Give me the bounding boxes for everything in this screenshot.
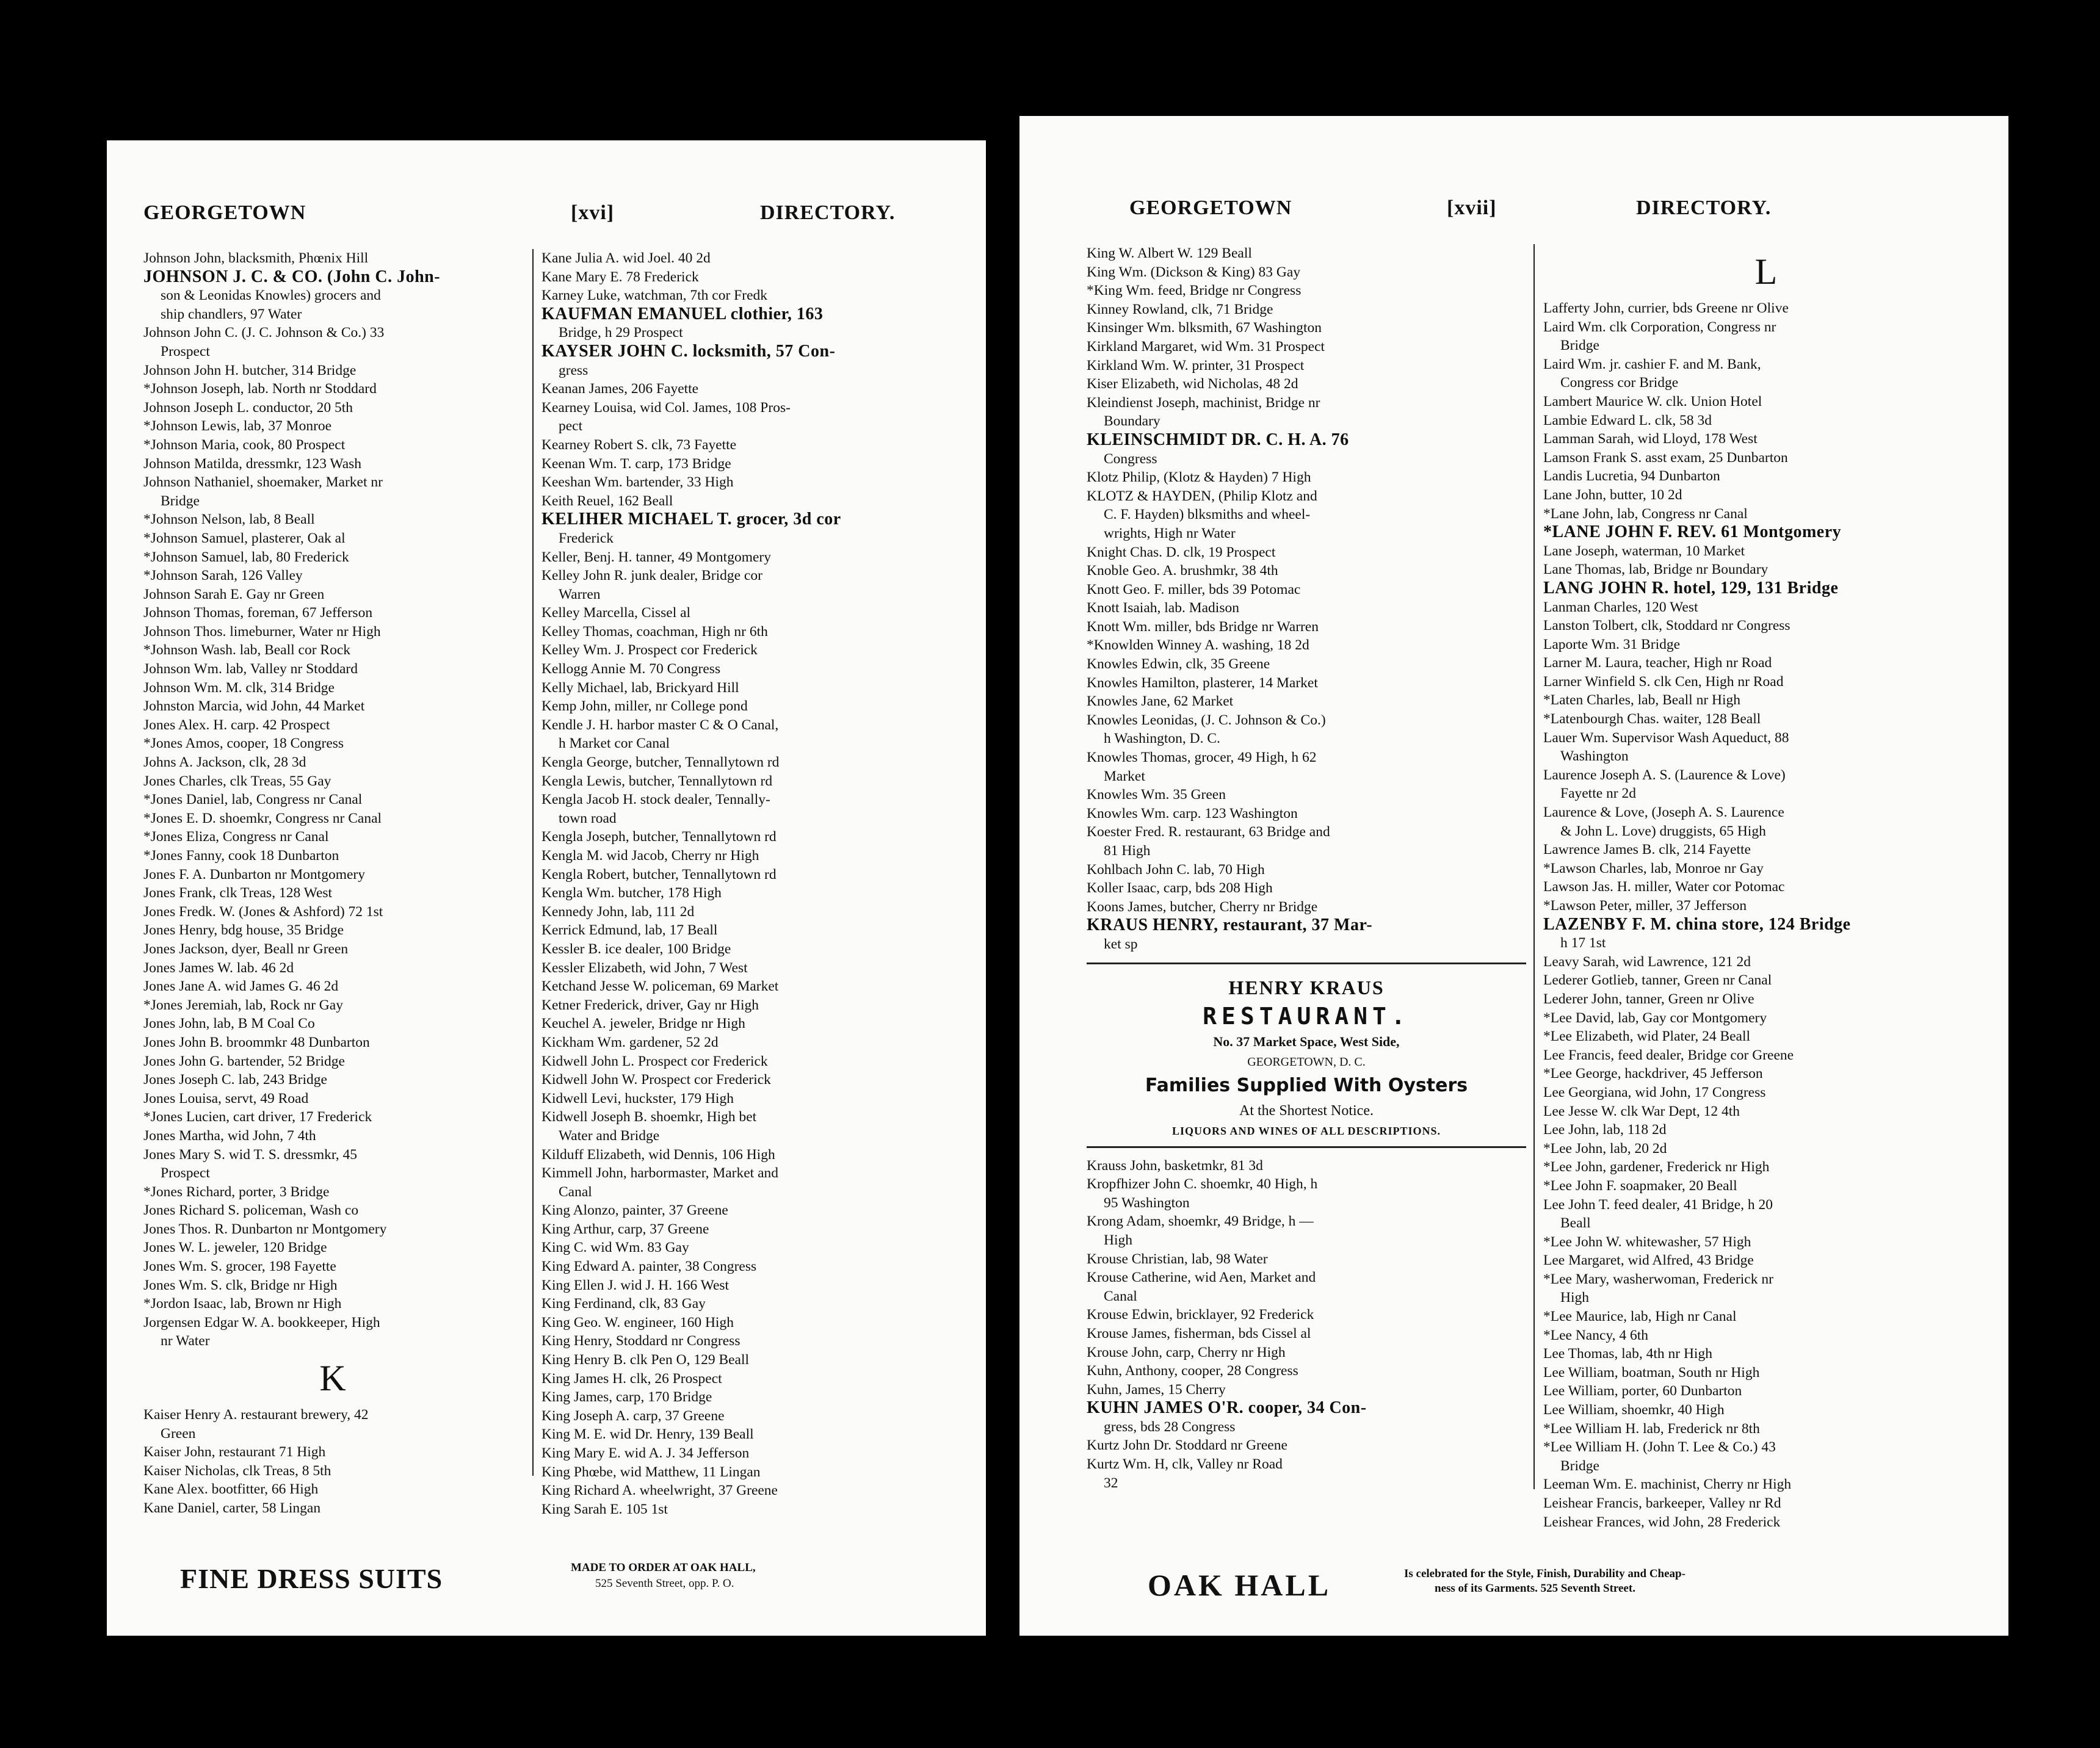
directory-line: h Washington, D. C.: [1104, 731, 1220, 747]
directory-line: Lamman Sarah, wid Lloyd, 178 West: [1543, 431, 1758, 447]
directory-line: Lederer John, tanner, Green nr Olive: [1543, 991, 1754, 1007]
directory-line: ket sp: [1104, 936, 1138, 952]
directory-line: 81 High: [1104, 843, 1151, 859]
directory-line: King Edward A. painter, 38 Congress: [541, 1259, 757, 1275]
directory-line: Laurence & Love, (Joseph A. S. Laurence: [1543, 804, 1784, 821]
directory-line: Kaiser John, restaurant 71 High: [143, 1444, 326, 1461]
left-column-1: [143, 249, 522, 1518]
directory-line: Keanan James, 206 Fayette: [541, 381, 699, 397]
directory-line: Kelley Wm. J. Prospect cor Frederick: [541, 642, 758, 659]
directory-line: Kilduff Elizabeth, wid Dennis, 106 High: [541, 1146, 775, 1163]
directory-line: Krong Adam, shoemkr, 49 Bridge, h —: [1087, 1213, 1314, 1230]
directory-line: Lee Georgiana, wid John, 17 Congress: [1543, 1084, 1766, 1100]
directory-line: King Arthur, carp, 37 Greene: [541, 1221, 709, 1237]
directory-line: Johnston Marcia, wid John, 44 Market: [143, 698, 365, 715]
directory-line: King Ellen J. wid J. H. 166 West: [541, 1277, 730, 1293]
directory-line: *Laten Charles, lab, Beall nr High: [1543, 692, 1741, 709]
directory-line: Kidwell John L. Prospect cor Frederick: [541, 1053, 768, 1069]
directory-line: King Joseph A. carp, 37 Greene: [541, 1407, 725, 1424]
directory-line: Kirkland Wm. W. printer, 31 Prospect: [1087, 357, 1305, 374]
footer-ad-line-1: Is celebrated for the Style, Finish, Durability and Cheap-: [1404, 1567, 1685, 1580]
directory-line: Jones Wm. S. grocer, 198 Fayette: [143, 1259, 336, 1275]
directory-line: Bridge, h 29 Prospect: [559, 325, 683, 341]
left-page-header: [107, 201, 986, 238]
directory-line: Jones Charles, clk Treas, 55 Gay: [143, 773, 331, 789]
section-letter: L: [1754, 251, 1778, 292]
directory-line: Lee William, shoemkr, 40 High: [1543, 1402, 1725, 1418]
directory-line: High: [1560, 1290, 1589, 1306]
directory-line: *Johnson Lewis, lab, 37 Monroe: [143, 418, 332, 435]
directory-line: pect: [559, 418, 583, 435]
directory-line: King Ferdinand, clk, 83 Gay: [541, 1296, 706, 1312]
directory-line: Leishear Frances, wid John, 28 Frederick: [1543, 1514, 1781, 1530]
directory-line: Lee William, boatman, South nr High: [1543, 1364, 1760, 1381]
section-letter: K: [319, 1358, 346, 1399]
directory-line: wrights, High nr Water: [1104, 525, 1236, 541]
directory-line: Kessler Elizabeth, wid John, 7 West: [541, 959, 748, 976]
directory-line: Laporte Wm. 31 Bridge: [1543, 636, 1681, 652]
directory-line: Kengla Robert, butcher, Tennallytown rd: [541, 866, 777, 883]
directory-line: *Jones Richard, porter, 3 Bridge: [143, 1183, 330, 1200]
directory-line: Johnson Sarah E. Gay nr Green: [143, 586, 325, 602]
directory-line: Kinney Rowland, clk, 71 Bridge: [1087, 301, 1273, 317]
directory-line: *Jones Daniel, lab, Congress nr Canal: [143, 792, 363, 808]
directory-line: Market: [1104, 768, 1145, 784]
directory-line: *Lawson Charles, lab, Monroe nr Gay: [1543, 860, 1764, 876]
directory-line: Koller Isaac, carp, bds 208 High: [1087, 880, 1273, 897]
directory-line: Jones Jackson, dyer, Beall nr Green: [143, 941, 349, 957]
directory-line: *Lee Nancy, 4 6th: [1543, 1327, 1649, 1343]
directory-line: Jones Frank, clk Treas, 128 West: [143, 885, 333, 901]
directory-line: *Lee William H. lab, Frederick nr 8th: [1543, 1420, 1760, 1437]
footer-ad-headline: OAK HALL: [1148, 1568, 1331, 1602]
directory-line: Kengla George, butcher, Tennallytown rd: [541, 754, 780, 771]
directory-line: Kessler B. ice dealer, 100 Bridge: [541, 941, 731, 957]
directory-line: Larner Winfield S. clk Cen, High nr Road: [1543, 673, 1784, 690]
directory-line: Jones Wm. S. clk, Bridge nr High: [143, 1277, 338, 1293]
directory-line: Jones Joseph C. lab, 243 Bridge: [143, 1072, 327, 1088]
directory-line: *Lee John, gardener, Frederick nr High: [1543, 1159, 1770, 1176]
directory-line: *Johnson Maria, cook, 80 Prospect: [143, 436, 346, 453]
directory-line: Kearney Robert S. clk, 73 Fayette: [541, 436, 737, 453]
directory-line: Beall: [1560, 1215, 1591, 1232]
header-city: GEORGETOWN: [143, 201, 306, 224]
ad-title: RESTAURANT.: [1203, 1002, 1410, 1030]
directory-line: Knowles Wm. carp. 123 Washington: [1087, 805, 1298, 822]
header-city: GEORGETOWN: [1129, 197, 1292, 219]
directory-line: Koester Fred. R. restaurant, 63 Bridge and: [1087, 824, 1330, 840]
directory-line: Krauss John, basketmkr, 81 3d: [1087, 1157, 1263, 1174]
directory-line: *Lawson Peter, miller, 37 Jefferson: [1543, 898, 1747, 914]
column-divider: [532, 249, 534, 1476]
ad-name: HENRY KRAUS: [1228, 976, 1385, 999]
directory-line: LAZENBY F. M. china store, 124 Bridge: [1543, 915, 1851, 934]
directory-line: Keuchel A. jeweler, Bridge nr High: [541, 1016, 745, 1032]
directory-line: Kengla M. wid Jacob, Cherry nr High: [541, 848, 759, 864]
directory-line: *Johnson Joseph, lab. North nr Stoddard: [143, 381, 377, 397]
directory-line: Jones Louisa, servt, 49 Road: [143, 1090, 309, 1107]
directory-line: town road: [559, 810, 617, 826]
directory-line: King Henry B. clk Pen O, 129 Beall: [541, 1352, 750, 1368]
directory-line: Kleindienst Joseph, machinist, Bridge nr: [1087, 394, 1320, 411]
directory-line: Jones W. L. jeweler, 120 Bridge: [143, 1240, 327, 1256]
directory-line: Congress: [1104, 450, 1157, 467]
directory-line: h Market cor Canal: [559, 735, 670, 752]
right-page: [1019, 116, 2008, 1636]
directory-line: Johns A. Jackson, clk, 28 3d: [143, 754, 306, 771]
directory-line: Knowles Wm. 35 Green: [1087, 787, 1226, 803]
directory-line: Lambert Maurice W. clk. Union Hotel: [1543, 393, 1762, 410]
directory-line: Lee Jesse W. clk War Dept, 12 4th: [1543, 1103, 1740, 1119]
directory-line: Kaiser Nicholas, clk Treas, 8 5th: [143, 1462, 331, 1479]
directory-line: Lee John T. feed dealer, 41 Bridge, h 20: [1543, 1196, 1773, 1213]
directory-line: Lane Thomas, lab, Bridge nr Boundary: [1543, 562, 1769, 578]
directory-line: Koons James, butcher, Cherry nr Bridge: [1087, 898, 1318, 915]
directory-line: Lederer Gotlieb, tanner, Green nr Canal: [1543, 972, 1772, 989]
directory-line: Keith Reuel, 162 Beall: [541, 493, 673, 509]
directory-line: Jones Henry, bdg house, 35 Bridge: [143, 922, 344, 939]
directory-line: Fayette nr 2d: [1560, 786, 1636, 802]
directory-line: gress, bds 28 Congress: [1104, 1418, 1236, 1435]
directory-line: Kickham Wm. gardener, 52 2d: [541, 1034, 719, 1050]
directory-line: *Johnson Samuel, lab, 80 Frederick: [143, 549, 349, 565]
directory-line: *Jones Jeremiah, lab, Rock nr Gay: [143, 997, 343, 1013]
directory-line: Kropfhizer John C. shoemkr, 40 High, h: [1087, 1176, 1318, 1193]
directory-line: 32: [1104, 1475, 1118, 1491]
directory-line: Jones John B. broommkr 48 Dunbarton: [143, 1034, 370, 1050]
directory-line: King Alonzo, painter, 37 Greene: [541, 1202, 728, 1219]
directory-line: Lauer Wm. Supervisor Wash Aqueduct, 88: [1543, 729, 1789, 746]
directory-line: Krouse Catherine, wid Aen, Market and: [1087, 1269, 1316, 1286]
directory-line: Krouse James, fisherman, bds Cissel al: [1087, 1325, 1311, 1342]
directory-line: Jones John, lab, B M Coal Co: [143, 1016, 315, 1032]
directory-line: C. F. Hayden) blksmiths and wheel-: [1104, 507, 1311, 523]
directory-line: Kirkland Margaret, wid Wm. 31 Prospect: [1087, 338, 1325, 355]
directory-line: Johnson Thos. limeburner, Water nr High: [143, 623, 381, 640]
directory-line: Johnson Thomas, foreman, 67 Jefferson: [143, 605, 373, 621]
directory-line: Keller, Benj. H. tanner, 49 Montgomery: [541, 549, 771, 565]
directory-line: Jones Jane A. wid James G. 46 2d: [143, 978, 339, 995]
header-page-number: [xvii]: [1447, 197, 1497, 219]
directory-line: Klotz Philip, (Klotz & Hayden) 7 High: [1087, 469, 1311, 486]
directory-line: Kimmell John, harbormaster, Market and: [541, 1165, 779, 1182]
directory-line: Knott Wm. miller, bds Bridge nr Warren: [1087, 618, 1319, 635]
directory-line: Kengla Joseph, butcher, Tennallytown rd: [541, 829, 777, 845]
directory-line: KAUFMAN EMANUEL clothier, 163: [541, 305, 824, 323]
directory-line: Krouse John, carp, Cherry nr High: [1087, 1344, 1286, 1360]
directory-line: Kinsinger Wm. blksmith, 67 Washington: [1087, 320, 1322, 336]
directory-line: *Johnson Nelson, lab, 8 Beall: [143, 511, 315, 528]
directory-line: Ketner Frederick, driver, Gay nr High: [541, 997, 759, 1013]
directory-line: *Johnson Sarah, 126 Valley: [143, 568, 303, 584]
directory-line: Knowles Hamilton, plasterer, 14 Market: [1087, 674, 1318, 691]
header-page-number: [xvi]: [571, 201, 615, 224]
directory-line: Kane Julia A. wid Joel. 40 2d: [541, 250, 711, 266]
directory-line: Lane John, butter, 10 2d: [1543, 486, 1682, 503]
directory-line: Knoble Geo. A. brushmkr, 38 4th: [1087, 563, 1278, 579]
directory-line: Laird Wm. jr. cashier F. and M. Bank,: [1543, 356, 1761, 372]
directory-line: JOHNSON J. C. & CO. (John C. John-: [143, 267, 441, 286]
directory-line: Jones F. A. Dunbarton nr Montgomery: [143, 866, 365, 883]
directory-line: LANG JOHN R. hotel, 129, 131 Bridge: [1543, 579, 1839, 598]
directory-line: High: [1104, 1232, 1132, 1248]
directory-line: *Jones Eliza, Congress nr Canal: [143, 829, 329, 845]
directory-line: Knowles Leonidas, (J. C. Johnson & Co.): [1087, 712, 1326, 728]
directory-line: *King Wm. feed, Bridge nr Congress: [1087, 283, 1302, 299]
directory-line: *Johnson Samuel, plasterer, Oak al: [143, 530, 346, 546]
directory-line: Kurtz John Dr. Stoddard nr Greene: [1087, 1437, 1287, 1454]
directory-line: *Johnson Wash. lab, Beall cor Rock: [143, 642, 351, 659]
directory-line: *Jordon Isaac, lab, Brown nr High: [143, 1296, 342, 1312]
directory-line: Green: [161, 1425, 196, 1442]
directory-line: *Lane John, lab, Congress nr Canal: [1543, 505, 1748, 522]
directory-line: Kerrick Edmund, lab, 17 Beall: [541, 922, 718, 939]
directory-line: Lawrence James B. clk, 214 Fayette: [1543, 842, 1751, 858]
directory-line: *Lee William H. (John T. Lee & Co.) 43: [1543, 1439, 1776, 1456]
directory-line: Water and Bridge: [559, 1127, 660, 1144]
directory-line: Kane Mary E. 78 Frederick: [541, 269, 699, 285]
directory-line: Kane Daniel, carter, 58 Lingan: [143, 1500, 321, 1516]
directory-line: Jones Thos. R. Dunbarton nr Montgomery: [143, 1221, 387, 1237]
right-column-1: [1087, 244, 1526, 1492]
directory-line: Keenan Wm. T. carp, 173 Bridge: [541, 455, 731, 472]
directory-line: KELIHER MICHAEL T. grocer, 3d cor: [541, 510, 841, 529]
directory-line: KAYSER JOHN C. locksmith, 57 Con-: [541, 342, 836, 361]
directory-line: *Lee Elizabeth, wid Plater, 24 Beall: [1543, 1028, 1751, 1045]
directory-line: Bridge: [1560, 1457, 1599, 1474]
directory-line: Ketchand Jesse W. policeman, 69 Market: [541, 978, 779, 995]
directory-line: Laurence Joseph A. S. (Laurence & Love): [1543, 767, 1786, 783]
directory-line: Laird Wm. clk Corporation, Congress nr: [1543, 319, 1776, 335]
footer-ad-line-1: MADE TO ORDER AT OAK HALL,: [571, 1561, 756, 1574]
directory-line: Johnson Joseph L. conductor, 20 5th: [143, 399, 353, 416]
directory-line: Kengla Jacob H. stock dealer, Tennally-: [541, 792, 770, 808]
directory-line: Lee John, lab, 118 2d: [1543, 1122, 1667, 1138]
directory-line: Kuhn, James, 15 Cherry: [1087, 1381, 1226, 1398]
directory-line: Knowles Thomas, grocer, 49 High, h 62: [1087, 749, 1317, 766]
directory-line: Jones Alex. H. carp. 42 Prospect: [143, 717, 330, 733]
directory-line: *Lee John F. soapmaker, 20 Beall: [1543, 1177, 1737, 1194]
directory-line: Lambie Edward L. clk, 58 3d: [1543, 412, 1712, 428]
directory-line: Lane Joseph, waterman, 10 Market: [1543, 543, 1745, 559]
directory-line: Kennedy John, lab, 111 2d: [541, 903, 695, 920]
directory-line: & John L. Love) druggists, 65 High: [1560, 823, 1766, 839]
directory-line: Johnson Matilda, dressmkr, 123 Wash: [143, 455, 362, 472]
directory-line: Congress cor Bridge: [1560, 375, 1679, 391]
directory-line: *Jones Lucien, cart driver, 17 Frederick: [143, 1109, 372, 1125]
directory-line: Lamson Frank S. asst exam, 25 Dunbarton: [1543, 449, 1788, 466]
left-page: [107, 140, 986, 1636]
directory-line: Jorgensen Edgar W. A. bookkeeper, High: [143, 1314, 380, 1331]
directory-line: King Phœbe, wid Matthew, 11 Lingan: [541, 1464, 761, 1480]
directory-line: *Lee Mary, washerwoman, Frederick nr: [1543, 1271, 1773, 1287]
directory-line: King Richard A. wheelwright, 37 Greene: [541, 1483, 778, 1499]
directory-line: King Geo. W. engineer, 160 High: [541, 1314, 734, 1331]
directory-line: Kengla Wm. butcher, 178 High: [541, 885, 722, 901]
directory-line: Kemp John, miller, nr College pond: [541, 698, 748, 715]
directory-line: Leishear Francis, barkeeper, Valley nr Rd: [1543, 1495, 1781, 1511]
directory-line: Frederick: [559, 530, 614, 546]
directory-line: Kelley Marcella, Cissel al: [541, 605, 691, 621]
directory-line: Kaiser Henry A. restaurant brewery, 42: [143, 1407, 369, 1423]
column-divider: [1533, 244, 1535, 1489]
directory-line: Lawson Jas. H. miller, Water cor Potomac: [1543, 879, 1785, 895]
directory-line: Kidwell Joseph B. shoemkr, High bet: [541, 1109, 757, 1125]
directory-line: Krouse Edwin, bricklayer, 92 Frederick: [1087, 1307, 1314, 1323]
directory-line: Kearney Louisa, wid Col. James, 108 Pros-: [541, 399, 791, 416]
directory-line: Lanston Tolbert, clk, Stoddard nr Congress: [1543, 618, 1790, 634]
right-column-2: [1543, 244, 1989, 1531]
left-column-2: [541, 249, 957, 1519]
directory-line: Lee Thomas, lab, 4th nr High: [1543, 1346, 1712, 1362]
directory-line: *Lee George, hackdriver, 45 Jefferson: [1543, 1066, 1763, 1082]
directory-line: Kelley John R. junk dealer, Bridge cor: [541, 568, 762, 584]
directory-line: *Jones E. D. shoemkr, Congress nr Canal: [143, 810, 382, 826]
directory-line: Lanman Charles, 120 West: [1543, 599, 1698, 615]
directory-line: King Wm. (Dickson & King) 83 Gay: [1087, 264, 1301, 280]
directory-line: Canal: [1104, 1288, 1137, 1304]
directory-line: Johnson John C. (J. C. Johnson & Co.) 33: [143, 325, 385, 341]
directory-line: King W. Albert W. 129 Beall: [1087, 245, 1252, 261]
header-title: DIRECTORY.: [1636, 197, 1772, 219]
directory-line: Kane Alex. bootfitter, 66 High: [143, 1481, 319, 1498]
directory-line: Jones James W. lab. 46 2d: [143, 959, 294, 976]
footer-ad-line-2: 525 Seventh Street, opp. P. O.: [595, 1577, 734, 1590]
directory-line: *Lee Maurice, lab, High nr Canal: [1543, 1309, 1737, 1325]
directory-line: Johnson Nathaniel, shoemaker, Market nr: [143, 474, 383, 491]
header-title: DIRECTORY.: [760, 201, 896, 224]
directory-line: KRAUS HENRY, restaurant, 37 Mar-: [1087, 916, 1373, 935]
directory-line: Lee William, porter, 60 Dunbarton: [1543, 1383, 1742, 1399]
directory-line: *Jones Amos, cooper, 18 Congress: [143, 735, 344, 752]
directory-line: Larner M. Laura, teacher, High nr Road: [1543, 655, 1772, 671]
directory-line: son & Leonidas Knowles) grocers and: [161, 287, 381, 304]
directory-line: Lee Francis, feed dealer, Bridge cor Greene: [1543, 1047, 1794, 1063]
ad-liquors: LIQUORS AND WINES OF ALL DESCRIPTIONS.: [1171, 1124, 1441, 1137]
directory-line: Johnson Wm. lab, Valley nr Stoddard: [143, 661, 358, 677]
directory-line: Kidwell Levi, huckster, 179 High: [541, 1090, 734, 1107]
directory-line: Jones Fredk. W. (Jones & Ashford) 72 1st: [143, 903, 383, 920]
directory-line: King M. E. wid Dr. Henry, 139 Beall: [541, 1426, 754, 1443]
directory-line: Knott Geo. F. miller, bds 39 Potomac: [1087, 581, 1301, 598]
directory-line: *Lee John W. whitewasher, 57 High: [1543, 1233, 1751, 1250]
directory-line: KLEINSCHMIDT DR. C. H. A. 76: [1087, 430, 1349, 449]
directory-line: King James, carp, 170 Bridge: [541, 1389, 712, 1406]
directory-line: Warren: [559, 586, 601, 602]
directory-line: ship chandlers, 97 Water: [161, 306, 302, 322]
directory-line: *LANE JOHN F. REV. 61 Montgomery: [1543, 523, 1842, 542]
ad-slogan: Families Supplied With Oysters: [1145, 1074, 1468, 1096]
directory-line: *Jones Fanny, cook 18 Dunbarton: [143, 848, 339, 864]
directory-line: Knott Isaiah, lab. Madison: [1087, 600, 1239, 616]
directory-line: King C. wid Wm. 83 Gay: [541, 1240, 689, 1256]
ad-address: No. 37 Market Space, West Side,: [1213, 1033, 1400, 1049]
ad-city: GEORGETOWN, D. C.: [1247, 1055, 1366, 1069]
directory-line: Keeshan Wm. bartender, 33 High: [541, 474, 734, 491]
directory-line: Lafferty John, currier, bds Greene nr Olive: [1543, 300, 1789, 316]
directory-line: Kendle J. H. harbor master C & O Canal,: [541, 717, 779, 733]
directory-line: Washington: [1560, 748, 1629, 765]
directory-line: Prospect: [161, 343, 210, 359]
directory-line: Jones Martha, wid John, 7 4th: [143, 1127, 316, 1144]
directory-line: Kuhn, Anthony, cooper, 28 Congress: [1087, 1363, 1298, 1379]
directory-line: Knight Chas. D. clk, 19 Prospect: [1087, 544, 1276, 560]
directory-line: Kohlbach John C. lab, 70 High: [1087, 861, 1265, 878]
directory-line: Kelly Michael, lab, Brickyard Hill: [541, 679, 739, 696]
directory-line: *Lee David, lab, Gay cor Montgomery: [1543, 1009, 1767, 1026]
directory-line: nr Water: [161, 1333, 210, 1349]
directory-line: Jones Richard S. policeman, Wash co: [143, 1202, 359, 1219]
footer-ad-headline: FINE DRESS SUITS: [180, 1563, 443, 1594]
directory-line: Kengla Lewis, butcher, Tennallytown rd: [541, 773, 773, 789]
directory-line: Karney Luke, watchman, 7th cor Fredk: [541, 287, 767, 304]
directory-line: Leeman Wm. E. machinist, Cherry nr High: [1543, 1476, 1792, 1493]
directory-line: Kiser Elizabeth, wid Nicholas, 48 2d: [1087, 376, 1298, 392]
directory-line: Knowles Jane, 62 Market: [1087, 693, 1234, 710]
directory-line: h 17 1st: [1560, 935, 1606, 952]
directory-line: King Henry, Stoddard nr Congress: [541, 1333, 740, 1349]
directory-line: Kelley Thomas, coachman, High nr 6th: [541, 623, 768, 640]
directory-line: Knowles Edwin, clk, 35 Greene: [1087, 656, 1270, 673]
directory-line: Kellogg Annie M. 70 Congress: [541, 661, 721, 677]
directory-line: Johnson John H. butcher, 314 Bridge: [143, 362, 357, 378]
directory-line: Boundary: [1104, 413, 1160, 430]
directory-line: Johnson Wm. M. clk, 314 Bridge: [143, 679, 335, 696]
directory-line: KUHN JAMES O'R. cooper, 34 Con-: [1087, 1399, 1367, 1418]
directory-line: Leavy Sarah, wid Lawrence, 121 2d: [1543, 953, 1751, 970]
directory-line: Johnson John, blacksmith, Phœnix Hill: [143, 250, 369, 266]
henry-kraus-restaurant-ad: [1087, 962, 1526, 1148]
directory-line: Canal: [559, 1183, 592, 1200]
directory-line: KLOTZ & HAYDEN, (Philip Klotz and: [1087, 488, 1317, 504]
directory-line: Jones John G. bartender, 52 Bridge: [143, 1053, 345, 1069]
directory-line: *Latenbourgh Chas. waiter, 128 Beall: [1543, 711, 1761, 728]
directory-line: Bridge: [1560, 338, 1599, 354]
directory-line: Kidwell John W. Prospect cor Frederick: [541, 1072, 771, 1088]
directory-line: Bridge: [161, 493, 200, 509]
directory-line: *Knowlden Winney A. washing, 18 2d: [1087, 637, 1309, 654]
footer-ad-line-2: ness of its Garments. 525 Seventh Street.: [1435, 1582, 1635, 1595]
directory-line: Krouse Christian, lab, 98 Water: [1087, 1251, 1268, 1267]
directory-line: King James H. clk, 26 Prospect: [541, 1370, 722, 1387]
directory-line: 95 Washington: [1104, 1194, 1190, 1211]
ad-notice: At the Shortest Notice.: [1239, 1102, 1374, 1119]
directory-line: Prospect: [161, 1165, 210, 1182]
directory-line: gress: [559, 362, 588, 378]
directory-line: Lee Margaret, wid Alfred, 43 Bridge: [1543, 1252, 1754, 1269]
right-page-header: [1019, 197, 2008, 233]
directory-line: Landis Lucretia, 94 Dunbarton: [1543, 468, 1720, 485]
directory-line: Jones Mary S. wid T. S. dressmkr, 45: [143, 1146, 358, 1163]
directory-line: King Mary E. wid A. J. 34 Jefferson: [541, 1445, 750, 1461]
directory-line: Kurtz Wm. H, clk, Valley nr Road: [1087, 1456, 1283, 1473]
directory-line: King Sarah E. 105 1st: [541, 1501, 668, 1517]
directory-line: *Lee John, lab, 20 2d: [1543, 1140, 1667, 1157]
